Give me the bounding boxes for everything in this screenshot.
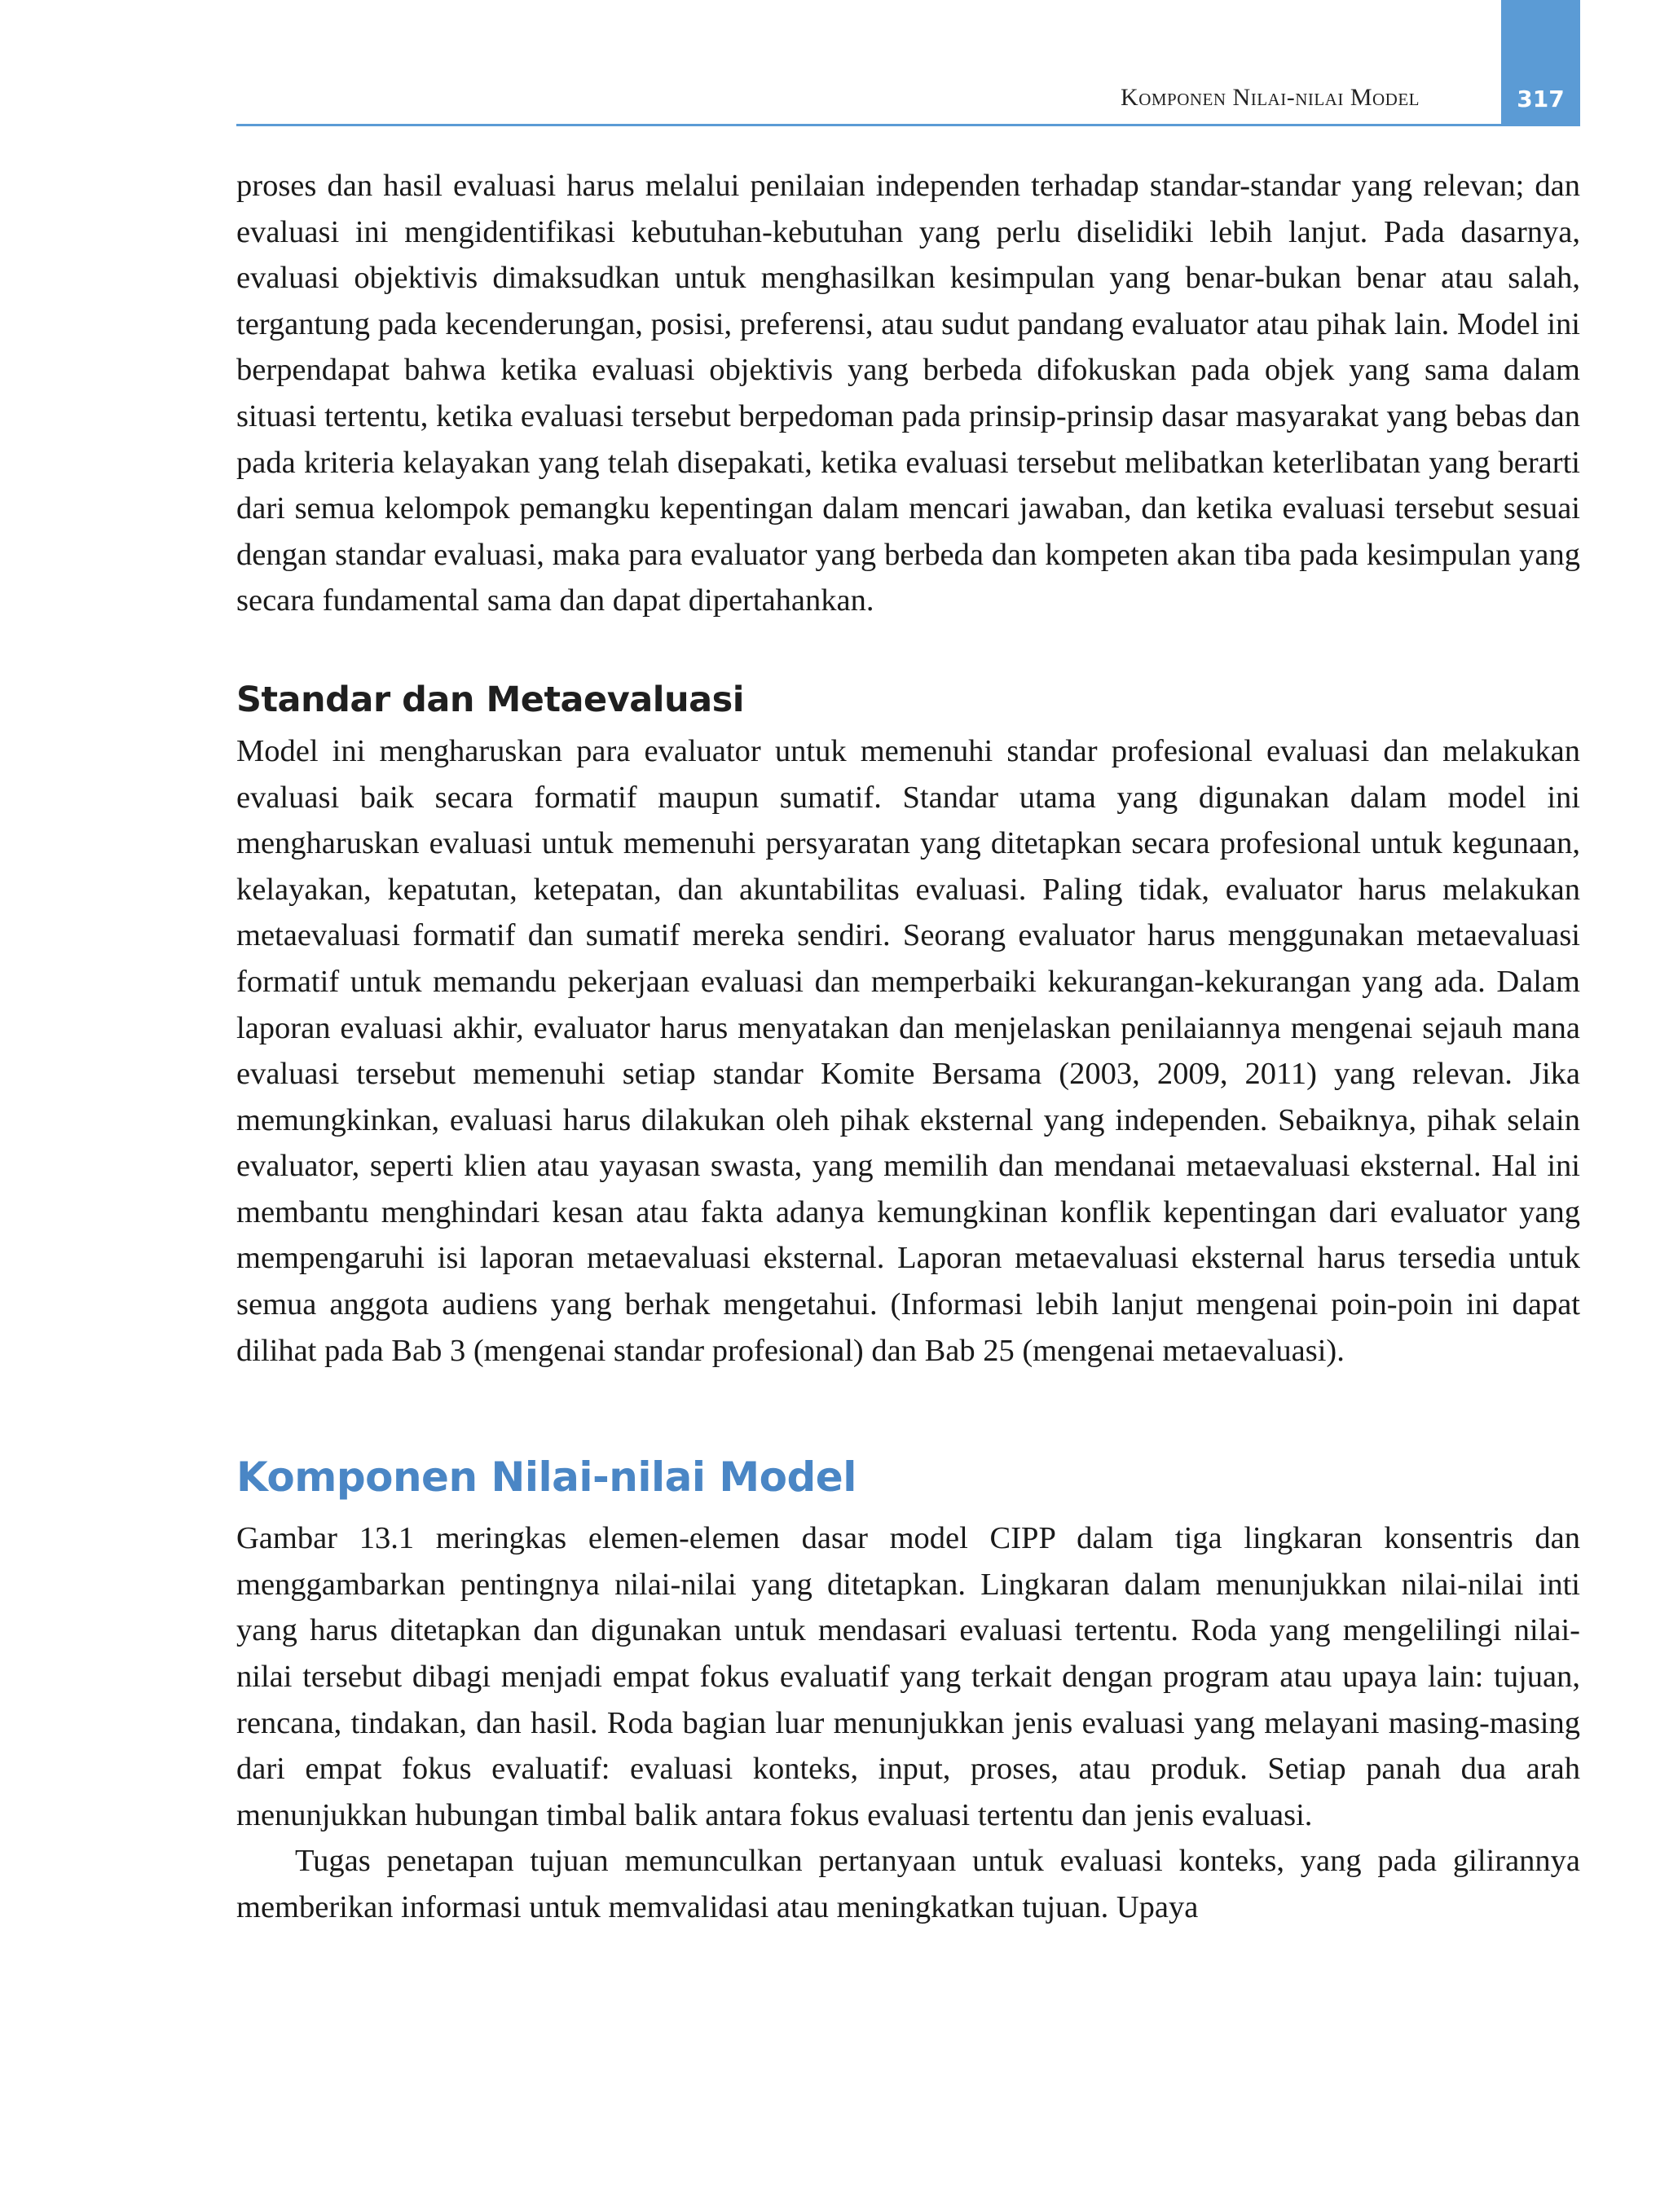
page-body bbox=[236, 163, 1580, 1931]
header-divider bbox=[236, 124, 1580, 126]
page-number: 317 bbox=[1517, 86, 1565, 112]
body-paragraph-standar: Model ini mengharuskan para evaluator untuk memenuhi standar profesional evaluasi dan melakukan evaluasi baik secara formatif maupun sumatif. Standar utama yang digunakan dalam model ini mengharuskan evaluasi untuk memenuhi persyaratan yang ditetapkan secara profesional untuk kegunaan, kelayakan, kepatutan, ketepatan, dan akuntabilitas evaluasi. Paling tidak, evaluator harus melakukan metaevaluasi formatif dan sumatif mereka sendiri. Seorang evaluator harus menggunakan metaevaluasi formatif untuk memandu pekerjaan evaluasi dan memperbaiki kekurangan-kekurangan yang ada. Dalam laporan evaluasi akhir, evaluator harus menyatakan dan menjelaskan penilaiannya mengenai sejauh mana evaluasi tersebut memenuhi setiap standar Komite Bersama (2003, 2009, 2011) yang relevan. Jika memungkinkan, evaluasi harus dilakukan oleh pihak eksternal yang independen. Sebaiknya, pihak selain evaluator, seperti klien atau yayasan swasta, yang memilih dan mendanai metaevaluasi eksternal. Hal ini membantu menghindari kesan atau fakta adanya kemungkinan konflik kepentingan dari evaluator yang mempengaruhi isi laporan metaevaluasi eksternal. Laporan metaevaluasi eksternal harus tersedia untuk semua anggota audiens yang berhak mengetahui. (Informasi lebih lanjut mengenai poin-poin ini dapat dilihat pada Bab 3 (mengenai standar profesional) dan Bab 25 (mengenai metaevaluasi). bbox=[236, 733, 1580, 1368]
body-paragraph-gambar: Gambar 13.1 meringkas elemen-elemen dasar model CIPP dalam tiga lingkaran konsentris dan menggambarkan pentingnya nilai-nilai yang ditetapkan. Lingkaran dalam menunjukkan nilai-nilai inti yang harus ditetapkan dan digunakan untuk mendasari evaluasi tertentu. Roda yang mengelilingi nilai-nilai tersebut dibagi menjadi empat fokus evaluatif yang terkait dengan program atau upaya lain: tujuan, rencana, tindakan, dan hasil. Roda bagian luar menunjukkan jenis evaluasi yang melayani masing-masing dari empat fokus evaluatif: evaluasi konteks, input, proses, atau produk. Setiap panah dua arah menunjukkan hubungan timbal balik antara fokus evaluasi tertentu dan jenis evaluasi. bbox=[236, 1521, 1580, 1832]
page-number-tab bbox=[1501, 0, 1580, 124]
section-heading-komponen: Komponen Nilai-nilai Model bbox=[236, 1453, 857, 1502]
section-spacer bbox=[236, 1374, 1580, 1449]
body-paragraph-tugas: Tugas penetapan tujuan memunculkan pertanyaan untuk evaluasi konteks, yang pada gilirannya memberikan informasi untuk memvalidasi atau meningkatkan tujuan. Upaya bbox=[236, 1844, 1580, 1924]
section-spacer bbox=[236, 624, 1580, 675]
body-paragraph-objektivis: proses dan hasil evaluasi harus melalui penilaian independen terhadap standar-standar yang relevan; dan evaluasi ini mengidentifikasi kebutuhan-kebutuhan yang perlu diselidiki lebih lanjut. Pada dasarnya, evaluasi objektivis dimaksudkan untuk menghasilkan kesimpulan yang benar-bukan benar atau salah, tergantung pada kecenderungan, posisi, preferensi, atau sudut pandang evaluator atau pihak lain. Model ini berpendapat bahwa ketika evaluasi objektivis yang berbeda difokuskan pada objek yang sama dalam situasi tertentu, ketika evaluasi tersebut berpedoman pada prinsip-prinsip dasar masyarakat yang bebas dan pada kriteria kelayakan yang telah disepakati, ketika evaluasi tersebut melibatkan keterlibatan yang berarti dari semua kelompok pemangku kepentingan dalam mencari jawaban, dan ketika evaluasi tersebut sesuai dengan standar evaluasi, maka para evaluator yang berbeda dan kompeten akan tiba pada kesimpulan yang secara fundamental sama dan dapat dipertahankan. bbox=[236, 169, 1580, 618]
heading-spacer bbox=[236, 1506, 1580, 1515]
subsection-heading-standar: Standar dan Metaevaluasi bbox=[236, 679, 744, 720]
running-header-title: Komponen Nilai-nilai Model bbox=[1121, 84, 1420, 111]
